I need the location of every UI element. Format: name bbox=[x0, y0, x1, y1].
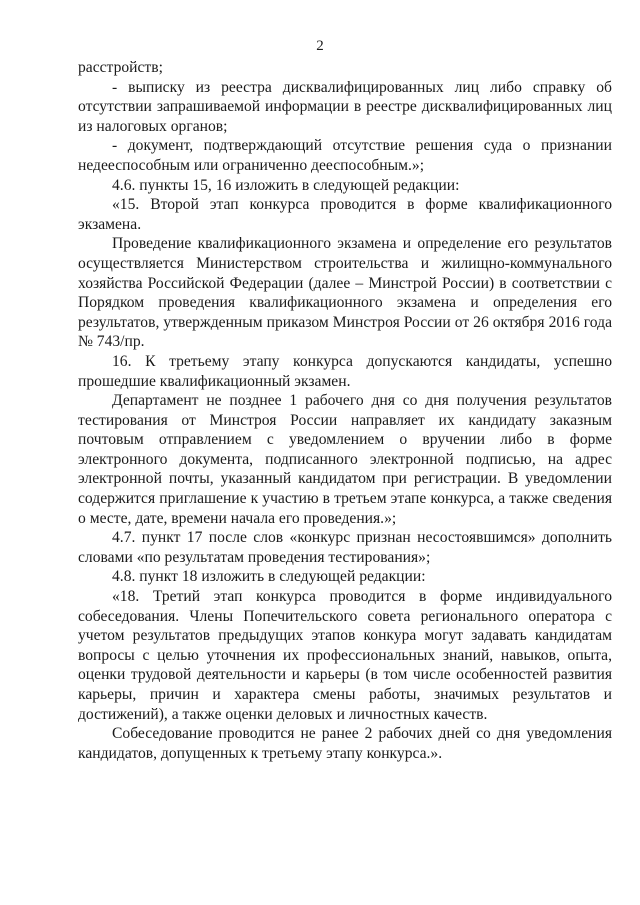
paragraph-11: «18. Третий этап конкурса проводится в форме индивидуального собеседования. Члены Попечительского совета регионального оператора с учетом результатов предыдущих этапов конкура могут задавать кандидатам вопросы с целью уточнения их профессиональных знаний, навыков, опыта, оценки трудовой деятельности и карьеры (в том числе особенностей развития карьеры, причин и характера смены работы, значимых результатов и достижений), а также оценки деловых и личностных качеств. bbox=[78, 588, 612, 723]
paragraph-7: 16. К третьему этапу конкурса допускаются кандидаты, успешно прошедшие квалификационный экзамен. bbox=[78, 352, 612, 390]
paragraph-2: - выписку из реестра дисквалифицированных лиц либо справку об отсутствии запрашиваемой информации в реестре дисквалифицированных лиц из налоговых органов; bbox=[78, 78, 612, 135]
paragraph-8: Департамент не позднее 1 рабочего дня со дня получения результатов тестирования от Минстроя России направляет их кандидату заказным почтовым отправлением с уведомлением о вручении либо в форме электронного документа, подписанного электронной подписью, на адрес электронной почты, указанный кандидатом при регистрации. В уведомлении содержится приглашение к участию в третьем этапе конкурса, а также сведения о месте, дате, времени начала его проведения.»; bbox=[78, 392, 612, 527]
document-body bbox=[78, 58, 612, 763]
paragraph-12: Собеседование проводится не ранее 2 рабочих дней со дня уведомления кандидатов, допущенных к третьему этапу конкурса.». bbox=[78, 725, 612, 762]
page-number: 2 bbox=[316, 38, 324, 54]
paragraph-6: Проведение квалификационного экзамена и определение его результатов осуществляется Министерством строительства и жилищно-коммунального хозяйства Российской Федерации (далее – Минстрой России) в соответствии с Порядком проведения квалификационного экзамена и определения его результатов, утвержденным приказом Минстроя России от 26 октября 2016 года № 743/пр. bbox=[78, 235, 612, 351]
paragraph-9: 4.7. пункт 17 после слов «конкурс признан несостоявшимся» дополнить словами «по результатам проведения тестирования»; bbox=[78, 529, 612, 566]
paragraph-10: 4.8. пункт 18 изложить в следующей редакции: bbox=[112, 568, 426, 586]
paragraph-5: «15. Второй этап конкурса проводится в форме квалификационного экзамена. bbox=[78, 196, 612, 233]
paragraph-1: расстройств; bbox=[78, 59, 163, 76]
paragraph-4: 4.6. пункты 15, 16 изложить в следующей редакции: bbox=[112, 176, 460, 194]
paragraph-3: - документ, подтверждающий отсутствие решения суда о признании недееспособным или ограниченно дееспособным.»; bbox=[78, 137, 612, 174]
